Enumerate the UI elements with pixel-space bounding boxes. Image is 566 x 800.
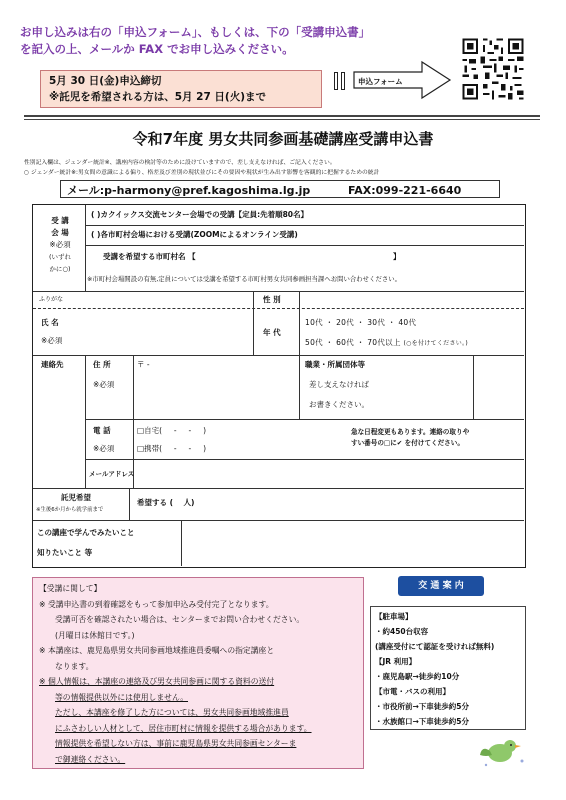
application-instructions: お申し込みは右の「申込フォーム」、もしくは、下の「受講申込書」 を記入の上、メールか FAX でお申し込みください。 xyxy=(20,25,371,56)
age-label: 年 代 xyxy=(263,328,281,337)
venue-label: 受 講 会 場 ※必須 (いずれ かに○) xyxy=(48,216,72,273)
job-hint: お書きください。 xyxy=(309,400,369,409)
address-required: ※必須 xyxy=(93,380,115,389)
access-info: 【駐車場】 ・約450台収容 (講座受付にて認証を受ければ無料) 【JR 利用】 ・鹿児島駅→徒歩約10分 【市電・バスの利用】 ・市役所前→下車徒歩約5分 ・水族館口→下車徒歩約5分 xyxy=(370,606,526,730)
deadline: 5月 30 日(金)申込締切 xyxy=(49,75,162,87)
venue-note: ※市町村会場開設の有無,定員については受講を希望する市町村男女共同参画担当課へお問い合わせください。 xyxy=(87,275,402,283)
form-link[interactable]: 申込フォーム xyxy=(358,77,403,86)
fax-number: FAX:099-221-6640 xyxy=(347,184,462,197)
phone-label: 電 話 xyxy=(93,426,111,435)
venue-option-online[interactable]: ( )各市町村会場における受講(ZOOMによるオンライン受講) xyxy=(91,230,298,239)
phone-note: 急な日程変更もあります。連絡の取りや すい番号の□に✔ を付けてください。 xyxy=(351,428,470,447)
page-title: 令和7年度 男女共同参画基礎講座受講申込書 xyxy=(132,130,434,148)
email-address[interactable]: メール:p-harmony@pref.kagoshima.lg.jp xyxy=(67,184,311,197)
qr-code-icon[interactable] xyxy=(460,36,526,102)
address-field[interactable]: 〒 - xyxy=(137,360,150,369)
age-options-row1[interactable]: 10代 ・ 20代 ・ 30代 ・ 40代 xyxy=(305,318,417,327)
learning-label: 知りたいこと 等 xyxy=(37,548,93,557)
learning-field[interactable] xyxy=(185,523,521,563)
job-label: 職業・所属団体等 xyxy=(305,360,365,369)
childcare-note: ※生後6か月から就学前まで xyxy=(36,507,104,513)
mobile-phone-field[interactable]: □携帯( - - ) xyxy=(137,444,207,453)
job-hint: 差し支えなければ xyxy=(309,380,369,389)
contact-label: 連絡先 xyxy=(41,360,64,369)
phone-required: ※必須 xyxy=(93,444,115,453)
email-field[interactable] xyxy=(137,461,517,487)
name-field[interactable] xyxy=(91,309,251,354)
childcare-label: 託児希望 xyxy=(61,493,91,502)
learning-label: この講座で学んでみたいこと xyxy=(37,528,135,537)
access-title: 交 通 案 内 xyxy=(398,576,484,596)
furigana-label: ふりがな xyxy=(39,296,64,303)
age-options-row2[interactable]: 50代 ・ 60代 ・ 70代以上 (○を付けてください。) xyxy=(305,338,468,347)
bird-icon xyxy=(478,735,528,769)
address-label: 住 所 xyxy=(93,360,111,369)
contact-bar xyxy=(60,180,500,198)
stripe-icon xyxy=(334,72,348,90)
name-label: 氏 名 xyxy=(41,318,59,327)
notice-box: 【受講に関して】 ※ 受講申込書の到着確認をもって参加申込み受付完了となります。 受講可否を確認されたい場合は、センターまでお問い合わせください。 (月曜日は休館日です。) ※ 本講座は、鹿児島県男女共同参画地域推進員委嘱への指定講座と なります。 ※ 個人情報は、本講座の連絡及び男女共同参画に関する資料の送付 等の情報提供以外には使用しません。 ただし、本講座を修了した方については、男女共同参画地域推進員 にふさわしい人材として、居住市町村に情報を提供する場合があります。 情報提供を希望しない方は、事前に鹿児島県男女共同参画センターま で御連絡ください。 xyxy=(32,577,364,769)
gender-label: 性 別 xyxy=(263,295,281,304)
email-label: メールアドレス xyxy=(89,470,135,478)
venue-city-field[interactable]: 受講を希望する市町村名 【 】 xyxy=(103,252,401,261)
deadline-box xyxy=(40,70,322,108)
childcare-field[interactable]: 希望する ( 人) xyxy=(137,498,195,507)
name-required: ※必須 xyxy=(41,336,63,345)
divider xyxy=(24,119,540,120)
gender-statistics-note: ○ ジェンダー統計※:男女間の意識による偏り、格差及び差別の現状並びにその要因や現状が生み出す影響を客観的に把握するための統計 xyxy=(24,170,380,176)
divider xyxy=(24,115,540,117)
venue-option-center[interactable]: ( )カクイックス交流センター会場での受講【定員:先着順80名】 xyxy=(91,210,309,219)
gender-note: 性別記入欄は、ジェンダー統計※、講座内容の検討等のために設けていますので、差し支えなければ、ご記入ください。 xyxy=(24,160,336,166)
application-form xyxy=(32,204,526,568)
childcare-deadline: ※託児を希望される方は、5月 27 日(火)まで xyxy=(49,91,267,103)
home-phone-field[interactable]: □自宅( - - ) xyxy=(137,426,207,435)
